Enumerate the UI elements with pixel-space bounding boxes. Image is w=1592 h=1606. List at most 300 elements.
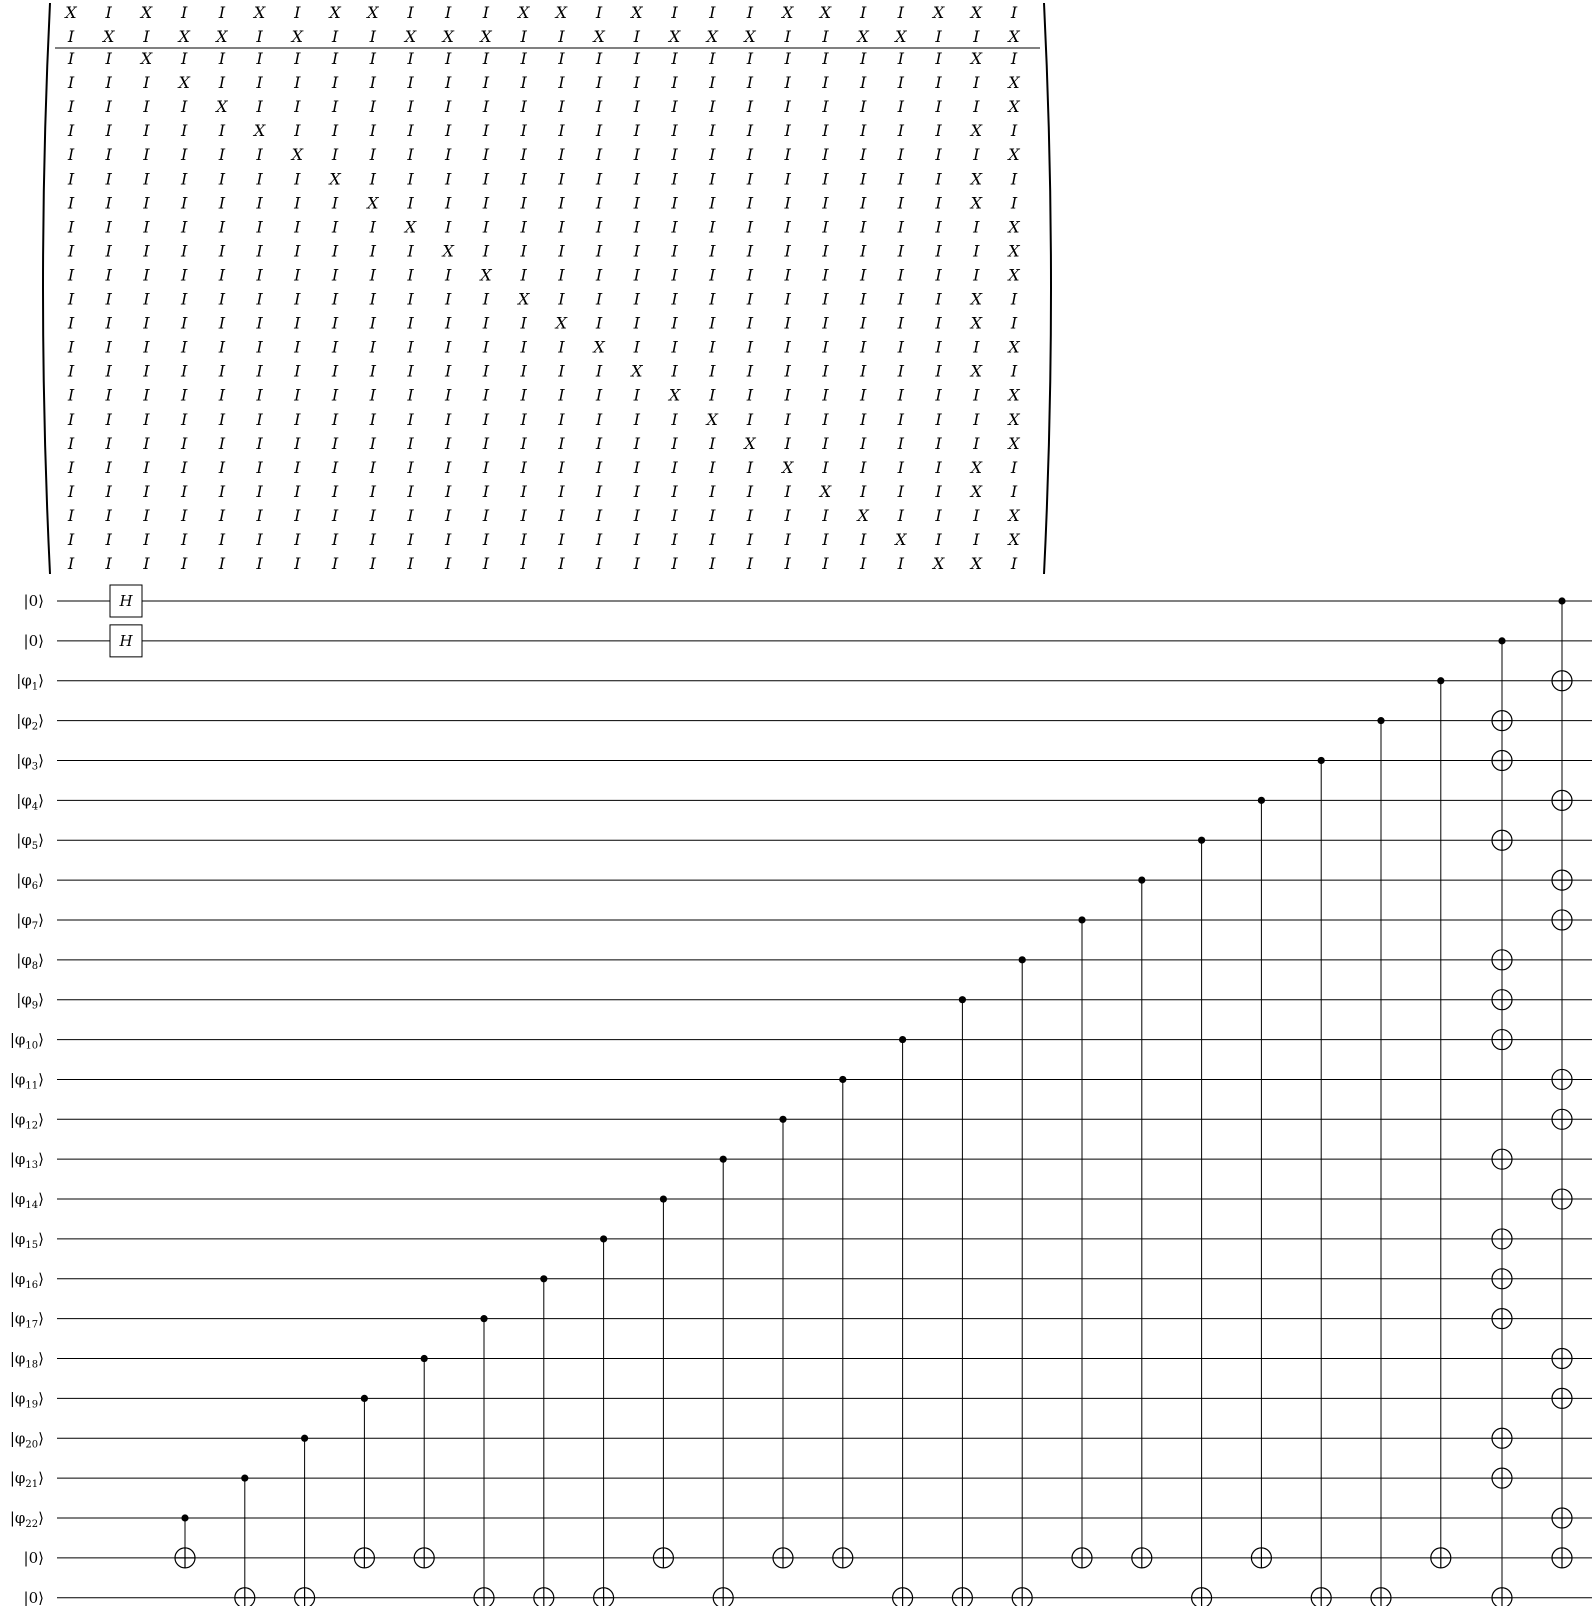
matrix-cell: X (140, 49, 153, 68)
matrix-cell: I (67, 385, 75, 405)
ket-symbol: |φ (16, 910, 32, 929)
matrix-cell: I (859, 313, 867, 333)
matrix-cell: I (633, 505, 640, 525)
matrix-cell: I (784, 193, 791, 213)
matrix-cell: X (291, 145, 304, 165)
target-oplus (1431, 1548, 1451, 1568)
matrix-cell: I (218, 169, 226, 189)
matrix-cell: I (520, 433, 527, 453)
matrix-cell: I (218, 145, 226, 165)
wire-label-9 (16, 911, 44, 932)
matrix-cell: X (1008, 530, 1020, 549)
matrix-cell: I (671, 361, 678, 381)
ket-subscript: 20 (25, 1439, 39, 1451)
matrix-cell: I (973, 241, 980, 261)
matrix-cell: I (709, 505, 716, 525)
matrix-cell: I (595, 409, 603, 429)
matrix-cell: I (331, 73, 339, 93)
matrix-cell: X (706, 409, 718, 429)
matrix-cell: I (331, 337, 339, 357)
matrix-cell: I (595, 313, 603, 333)
wire-label-18 (10, 1270, 44, 1291)
matrix-cell: I (897, 385, 905, 405)
matrix-cell: I (520, 26, 527, 46)
ket-close: ⟩ (38, 990, 44, 1009)
matrix-cell: I (482, 361, 490, 381)
ket-subscript: 2 (31, 721, 39, 733)
matrix-cell: I (105, 409, 112, 429)
control-dot (361, 1395, 368, 1402)
matrix-cell: I (520, 385, 527, 405)
matrix-row-23 (67, 530, 1020, 549)
wire-label-15 (10, 1150, 44, 1171)
matrix-cell: I (218, 73, 226, 93)
ket-symbol: |φ (9, 1030, 26, 1049)
matrix-cell: I (746, 385, 754, 405)
matrix-cell: I (595, 73, 603, 93)
cnot-gate-13 (893, 1036, 913, 1606)
matrix-cell: I (784, 505, 791, 525)
control-dot (480, 1315, 487, 1322)
matrix-cell: X (970, 193, 982, 213)
matrix-cell: I (709, 313, 716, 333)
ket-symbol: |φ (9, 1389, 26, 1408)
matrix-cell: I (331, 217, 339, 237)
matrix-cell: I (1010, 193, 1018, 213)
cnot-gate-8 (594, 1235, 614, 1606)
matrix-cell: X (1008, 265, 1020, 285)
matrix-cell: I (482, 433, 490, 453)
matrix-cell: I (331, 193, 339, 213)
matrix-cell: I (897, 289, 905, 309)
matrix-cell: I (369, 26, 376, 46)
wire-label-22 (10, 1429, 44, 1450)
ket-close: ⟩ (38, 1110, 44, 1129)
matrix-cell: I (595, 3, 603, 22)
matrix-cell: I (973, 505, 980, 525)
matrix-cell: I (1010, 121, 1018, 141)
target-oplus (1072, 1548, 1092, 1568)
matrix-cell: I (822, 409, 829, 429)
matrix-cell: I (369, 337, 376, 357)
matrix-cell: I (784, 49, 791, 68)
matrix-cell: I (180, 145, 188, 165)
matrix-cell: I (105, 457, 112, 477)
matrix-cell: I (633, 409, 640, 429)
matrix-cell: I (407, 49, 414, 68)
matrix-cell: I (218, 193, 226, 213)
matrix-row-24 (67, 554, 1018, 573)
matrix-cell: I (671, 49, 678, 68)
matrix-cell: I (746, 505, 754, 525)
matrix-cell: X (404, 26, 417, 46)
matrix-cell: I (595, 97, 603, 117)
matrix-cell: X (932, 3, 945, 22)
ket-close: ⟩ (38, 1469, 44, 1488)
matrix-cell: I (407, 193, 414, 213)
matrix-cell: I (633, 169, 640, 189)
matrix-cell: I (595, 169, 603, 189)
matrix-cell: I (407, 433, 414, 453)
matrix-cell: I (746, 193, 754, 213)
matrix-cell: I (369, 73, 376, 93)
matrix-cell: X (1008, 433, 1020, 453)
target-oplus (1132, 1548, 1152, 1568)
matrix-cell: I (482, 3, 490, 22)
matrix-cell: I (822, 361, 829, 381)
matrix-cell: I (822, 289, 829, 309)
matrix-cell: I (973, 385, 980, 405)
matrix-cell: I (935, 409, 942, 429)
target-oplus (1552, 1508, 1572, 1528)
matrix-cell: I (935, 385, 942, 405)
matrix-cell: I (897, 554, 905, 574)
matrix-cell: I (671, 145, 678, 165)
matrix-cell: X (329, 3, 341, 22)
control-dot (421, 1355, 428, 1362)
matrix-cell: I (709, 145, 716, 165)
matrix-cell: I (105, 3, 112, 22)
matrix-cell: I (218, 385, 226, 405)
matrix-cell: I (709, 361, 716, 381)
matrix-cell: I (331, 145, 339, 165)
target-oplus (235, 1588, 255, 1606)
matrix-cell: X (1008, 73, 1020, 93)
matrix-cell: I (633, 554, 640, 574)
matrix-cell: X (970, 457, 982, 477)
ket-close: ⟩ (38, 1070, 44, 1089)
wire-label-14 (10, 1110, 44, 1131)
matrix-cell: I (709, 385, 716, 405)
wire-label-19 (10, 1310, 44, 1331)
matrix-cell: I (369, 265, 376, 285)
matrix-cell: X (65, 3, 77, 22)
matrix-cell: I (331, 241, 339, 261)
matrix-cell: X (631, 361, 643, 381)
matrix-cell: I (369, 481, 376, 501)
matrix-cell: I (180, 505, 188, 525)
matrix-cell: I (671, 193, 678, 213)
matrix-row-13 (67, 290, 1018, 309)
matrix-cell: I (709, 49, 716, 68)
matrix-cell: X (178, 73, 190, 93)
control-dot (1498, 637, 1505, 644)
hadamard-label: H (119, 631, 133, 650)
matrix-cell: I (935, 481, 942, 501)
matrix-cell: I (294, 73, 301, 93)
matrix-cell: I (558, 265, 565, 285)
matrix-cell: I (482, 385, 490, 405)
ket-subscript: 18 (25, 1359, 39, 1371)
matrix-cell: I (520, 361, 527, 381)
matrix-cell: I (445, 121, 452, 141)
matrix-cell: I (859, 73, 867, 93)
matrix-cell: I (256, 145, 263, 165)
wire-label-26: |0⟩ (23, 1588, 44, 1606)
matrix-cell: I (445, 289, 452, 309)
matrix-cell: X (593, 337, 605, 357)
matrix-cell: I (407, 554, 414, 574)
matrix-cell: I (709, 289, 716, 309)
target-oplus (354, 1548, 374, 1568)
ket-subscript: 13 (25, 1160, 39, 1172)
matrix-cell: I (105, 241, 112, 261)
matrix-cell: I (897, 169, 905, 189)
matrix-cell: I (633, 289, 640, 309)
matrix-cell: I (407, 385, 414, 405)
matrix-cell: X (857, 26, 869, 46)
matrix-cell: I (482, 145, 490, 165)
matrix-cell: I (256, 409, 263, 429)
matrix-cell: I (143, 457, 150, 477)
matrix-cell: I (331, 385, 339, 405)
matrix-cell: I (595, 530, 603, 549)
matrix-cell: I (784, 169, 791, 189)
matrix-cell: I (294, 337, 301, 357)
ket-symbol: |φ (16, 990, 32, 1009)
target-oplus (713, 1588, 733, 1606)
matrix-cell: I (256, 49, 263, 68)
matrix-cell: I (256, 337, 263, 357)
matrix-cell: I (897, 457, 905, 477)
matrix-cell: I (897, 313, 905, 333)
matrix-cell: X (970, 289, 982, 309)
matrix-cell: I (407, 73, 414, 93)
matrix-cell: I (407, 361, 414, 381)
matrix-cell: I (633, 26, 640, 46)
cnot-gate-16 (1072, 916, 1092, 1568)
matrix-cell: I (935, 457, 942, 477)
matrix-cell: I (746, 121, 754, 141)
matrix-cell: I (784, 217, 791, 237)
circuit-gates (110, 585, 1572, 1606)
matrix-cell: I (105, 289, 112, 309)
control-dot (959, 996, 966, 1003)
matrix-cell: I (897, 409, 905, 429)
matrix-cell: I (633, 241, 640, 261)
ket-subscript: 3 (31, 761, 39, 773)
matrix-cell: I (256, 361, 263, 381)
matrix-cell: I (369, 457, 376, 477)
ket-symbol: |φ (16, 871, 32, 890)
matrix-cell: I (859, 193, 867, 213)
matrix-cell: I (671, 97, 678, 117)
matrix-cell: I (671, 121, 678, 141)
matrix-cell: I (143, 217, 150, 237)
matrix-row-22 (67, 506, 1020, 525)
matrix-cell: I (180, 554, 188, 574)
matrix-cell: I (482, 337, 490, 357)
matrix-cell: I (859, 49, 867, 68)
matrix-cell: I (256, 217, 263, 237)
matrix-cell: I (822, 265, 829, 285)
matrix-cell: I (294, 3, 301, 22)
cnot-gate-9 (653, 1195, 673, 1567)
matrix-cell: I (369, 433, 376, 453)
matrix-row-1 (63, 3, 1018, 22)
control-dot (181, 1514, 188, 1521)
target-oplus (1492, 1468, 1512, 1488)
matrix-cell: I (256, 313, 263, 333)
matrix-cell: I (331, 97, 339, 117)
matrix-cell: I (331, 409, 339, 429)
matrix-cell: I (671, 289, 678, 309)
matrix-cell: I (520, 145, 527, 165)
matrix-row-19 (67, 434, 1020, 453)
matrix-cell: I (558, 385, 565, 405)
control-dot (839, 1076, 846, 1083)
control-dot (1019, 956, 1026, 963)
ket-symbol: |φ (9, 1229, 26, 1248)
matrix-cell: I (784, 433, 791, 453)
ket-symbol: |φ (16, 831, 32, 850)
matrix-cell: I (407, 3, 414, 22)
wire-label-24 (10, 1509, 44, 1530)
cnot-gate-14 (952, 996, 972, 1606)
matrix-cell: I (143, 145, 150, 165)
matrix-cell: I (935, 337, 942, 357)
matrix-cell: I (784, 409, 791, 429)
matrix-cell: I (973, 26, 980, 46)
matrix-cell: I (520, 73, 527, 93)
matrix-cell: I (1010, 313, 1018, 333)
matrix-cell: I (445, 433, 452, 453)
matrix-cell: I (973, 409, 980, 429)
matrix-cell: I (784, 145, 791, 165)
ket-close: ⟩ (38, 1389, 44, 1408)
matrix-cell: I (822, 385, 829, 405)
matrix-cell: I (67, 313, 75, 333)
ket-symbol: |φ (9, 1190, 26, 1209)
matrix-cell: I (407, 337, 414, 357)
target-oplus (1552, 1388, 1572, 1408)
matrix-cell: I (973, 217, 980, 237)
matrix-cell: I (633, 313, 640, 333)
matrix-cell: I (709, 3, 716, 22)
matrix-cell: X (970, 313, 982, 333)
matrix-cell: X (857, 505, 869, 525)
matrix-cell: X (668, 26, 681, 46)
matrix-cell: I (445, 265, 452, 285)
cnot-gate-12 (833, 1076, 853, 1568)
matrix-cell: I (935, 26, 942, 46)
matrix-cell: I (407, 313, 414, 333)
matrix-cell: I (822, 26, 829, 46)
matrix-cell: X (781, 3, 794, 22)
matrix-cell: I (143, 361, 150, 381)
matrix-cell: I (520, 217, 527, 237)
matrix-cell: I (445, 169, 452, 189)
matrix-cell: I (369, 530, 376, 549)
matrix-cell: I (558, 433, 565, 453)
matrix-row-4 (67, 73, 1020, 92)
wire-label-23 (10, 1469, 44, 1490)
matrix-cell: I (482, 49, 490, 68)
ket-subscript: 15 (25, 1239, 39, 1251)
matrix-cell: X (970, 554, 982, 574)
matrix-cell: I (558, 361, 565, 381)
matrix-row-11 (67, 241, 1020, 260)
matrix-cell: I (859, 409, 867, 429)
hadamard-label: H (119, 592, 133, 610)
matrix-cell: I (520, 409, 527, 429)
matrix-cell: I (67, 265, 75, 285)
matrix-cell: I (859, 433, 867, 453)
matrix-row-7 (67, 145, 1020, 164)
matrix-cell: I (294, 97, 301, 117)
matrix-cell: I (671, 530, 678, 549)
matrix-cell: I (67, 289, 75, 309)
matrix-cell: I (520, 49, 527, 68)
ket-subscript: 8 (31, 960, 39, 972)
ket-close: ⟩ (38, 1030, 44, 1049)
matrix-cell: I (143, 385, 150, 405)
ket-subscript: 6 (31, 881, 39, 893)
matrix-cell: I (633, 265, 640, 285)
matrix-cell: I (445, 385, 452, 405)
target-oplus (1552, 1349, 1572, 1369)
target-oplus (295, 1588, 315, 1606)
matrix-cell: I (897, 481, 905, 501)
ket-symbol: |φ (9, 1469, 26, 1488)
control-dot (1377, 717, 1384, 724)
matrix-cell: X (970, 121, 982, 141)
matrix-cell: I (256, 433, 263, 453)
matrix-cell: I (105, 97, 112, 117)
matrix-cell: I (369, 313, 376, 333)
target-oplus (1552, 1548, 1572, 1568)
matrix-cell: I (482, 530, 490, 549)
matrix-cell: I (180, 313, 188, 333)
matrix-cell: I (935, 121, 942, 141)
wire-labels (10, 592, 44, 1606)
matrix-cell: I (784, 554, 791, 574)
matrix-cell: I (558, 505, 565, 525)
matrix-cell: I (482, 481, 490, 501)
matrix-cell: I (482, 97, 490, 117)
matrix-cell: I (859, 169, 867, 189)
multi-target-cnot-1 (1492, 637, 1512, 1606)
matrix-cell: I (67, 97, 75, 117)
matrix-cell: I (897, 433, 905, 453)
cnot-gate-21 (1371, 717, 1391, 1606)
matrix-cell: I (180, 361, 188, 381)
matrix-cell: I (822, 193, 829, 213)
control-dot (1198, 837, 1205, 844)
matrix-cell: I (143, 409, 150, 429)
matrix-cell: I (784, 530, 791, 549)
matrix-cell: I (369, 409, 376, 429)
matrix-cell: I (595, 49, 603, 68)
matrix-cell: I (331, 121, 339, 141)
matrix-cell: X (555, 3, 568, 22)
matrix-cell: X (216, 97, 228, 117)
matrix-cell: I (105, 337, 112, 357)
matrix-cell: I (256, 265, 263, 285)
matrix-cell: X (895, 26, 907, 46)
matrix-cell: I (143, 554, 150, 574)
matrix-cell: I (369, 289, 376, 309)
matrix-cell: I (859, 554, 867, 574)
matrix-cell: X (970, 3, 982, 22)
matrix-cell: I (897, 49, 905, 68)
matrix-cell: I (67, 505, 75, 525)
matrix-cell: I (294, 457, 301, 477)
matrix-cell: I (180, 530, 188, 549)
matrix-cell: I (369, 217, 376, 237)
matrix-row-8 (67, 169, 1018, 188)
matrix-cell: I (595, 505, 603, 525)
